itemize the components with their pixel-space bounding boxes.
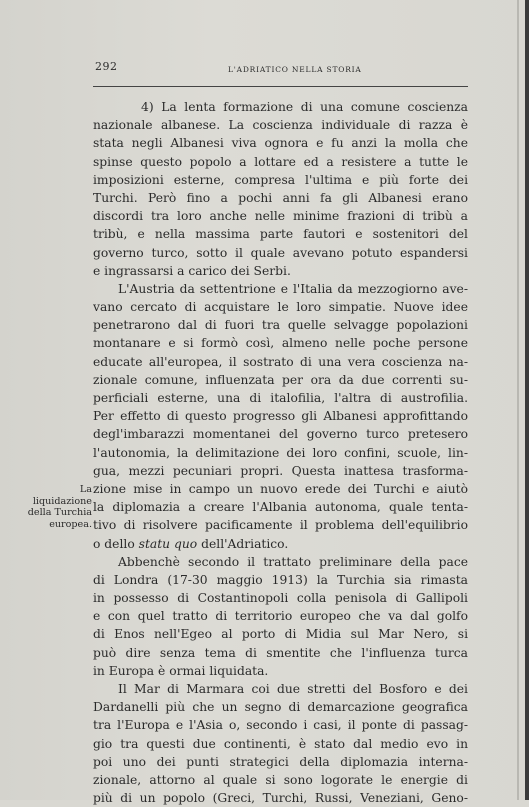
page-edge-shadow <box>517 0 519 800</box>
italic-phrase: statu quo <box>138 536 198 551</box>
text-line: penetrarono dal di fuori tra quelle selvagge popolazioni <box>93 318 468 333</box>
text-line: la diplomazia a creare l'Albania autonoma, quale tenta- <box>93 500 468 515</box>
text-line: zionale comune, influenzata per ora da due correnti su- <box>93 372 468 387</box>
text-line: Turchi. Però fino a pochi anni fa gli Albanesi erano <box>93 190 468 205</box>
text-line: di Londra (17-30 maggio 1913) la Turchia sia rimasta <box>93 572 468 587</box>
text-line: Dardanelli più che un segno di demarcazione geografica <box>93 700 468 715</box>
margin-note: La liquidazione della Turchia europea. <box>27 484 92 530</box>
text-line: spinse questo popolo a lottare ed a resistere a tutte le <box>93 154 468 169</box>
text-line: gio tra questi due continenti, è stato dal medio evo in <box>93 736 468 751</box>
text-line: perficiali esterne, una di italofilia, l'altra di austrofilia. <box>93 391 468 405</box>
text-line: tribù, e nella massima parte fautori e sostenitori del <box>93 227 468 242</box>
text-line: imposizioni esterne, compresa l'ultima e più forte dei <box>93 172 468 187</box>
text-line: zione mise in campo un nuovo erede dei Turchi e aiutò <box>93 481 468 496</box>
book-spine-edge <box>525 0 529 800</box>
text-line: in Europa è ormai liquidata. <box>93 663 269 678</box>
text-line: montanare e si formò così, almeno nelle poche persone <box>93 336 468 351</box>
text-line: Per effetto di questo progresso gli Albanesi approfittando <box>93 409 468 424</box>
text-line: più di un popolo (Greci, Turchi, Russi, Veneziani, Geno- <box>93 791 468 806</box>
text-line: può dire senza tema di smentite che l'influenza turca <box>93 645 468 660</box>
text-line: vano cercato di acquistare le loro simpatie. Nuove idee <box>93 300 468 315</box>
running-head: L'ADRIATICO NELLA STORIA <box>228 65 362 74</box>
text-line: poi uno dei punti strategici della diplomazia interna- <box>93 754 468 769</box>
text-line: discordi tra loro anche nelle minime frazioni di tribù a <box>93 209 468 224</box>
text-line: 4) La lenta formazione di una comune coscienza <box>141 100 468 114</box>
header-rule <box>93 86 468 87</box>
text-line: e con quel tratto di territorio europeo che va dal golfo <box>93 609 468 624</box>
text-line: l'autonomia, la delimitazione dei loro confini, scuole, lin- <box>93 445 468 460</box>
text-line: educate all'europea, il sostrato di una vera coscienza na- <box>93 354 468 369</box>
text-line: L'Austria da settentrione e l'Italia da mezzogiorno ave- <box>118 281 468 296</box>
text-line: o dello statu quo dell'Adriatico. <box>93 536 289 551</box>
text-line: di Enos nell'Egeo al porto di Midia sul Mar Nero, si <box>93 627 468 642</box>
text-line: zionale, attorno al quale si sono logorate le energie di <box>93 772 468 787</box>
text-line: nazionale albanese. La coscienza individuale di razza è <box>93 118 468 133</box>
text-line: Il Mar di Marmara coi due stretti del Bosforo e dei <box>118 682 468 696</box>
text-line: tra l'Europa e l'Asia o, secondo i casi, il ponte di passag- <box>93 718 468 733</box>
text-line: gua, mezzi pecuniari propri. Questa inattesa trasforma- <box>93 463 468 478</box>
text-line: in possesso di Costantinopoli colla penisola di Gallipoli <box>93 591 468 606</box>
text-line: e ingrassarsi a carico dei Serbi. <box>93 263 291 278</box>
text-line: Abbenchè secondo il trattato preliminare della pace <box>118 554 468 569</box>
text-line: governo turco, sotto il quale avevano potuto espandersi <box>93 245 468 260</box>
page-number: 292 <box>95 60 118 73</box>
text-line: tivo di risolvere pacificamente il problema dell'equilibrio <box>93 518 468 533</box>
text-line: degl'imbarazzi momentanei del governo turco pretesero <box>93 427 468 442</box>
text-line: stata negli Albanesi viva ognora e fu anzi la molla che <box>93 136 468 151</box>
body-text <box>93 98 468 807</box>
